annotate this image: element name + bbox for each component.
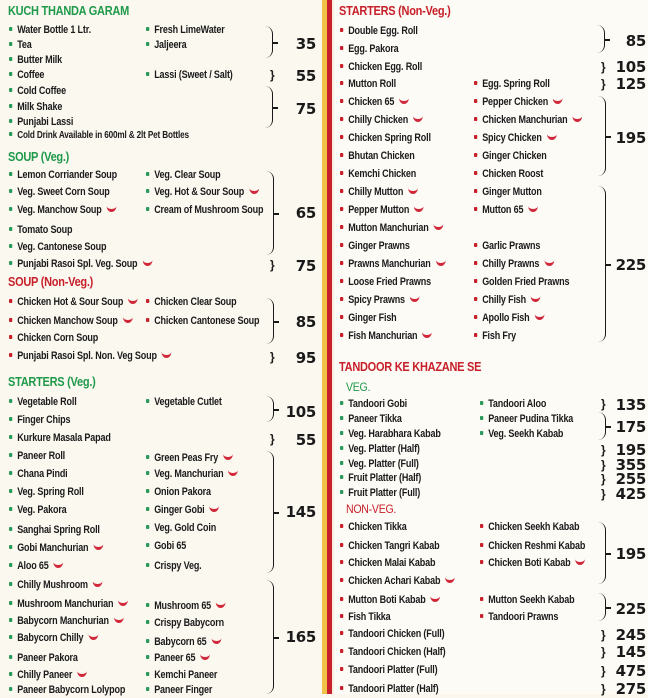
price-brace-small: } [601,397,606,411]
menu-item: Fish Fry [474,330,516,342]
menu-item: Tea [9,39,32,51]
chili-icon [228,468,238,476]
menu-item: Tandoori Platter (Full) [340,664,437,676]
column-divider-highlight [332,0,334,694]
section-title-soup-nonveg: SOUP (Non-Veg.) [8,275,94,289]
price: 75 [295,100,316,118]
menu-item: Veg. Platter (Full) [340,458,419,470]
menu-item: Loose Fried Prawns [340,276,431,288]
menu-item: Chicken Seekh Kabab [480,521,579,533]
menu-item: Mushroom Manchurian [9,598,128,610]
menu-item: Sanghai Spring Roll [9,524,100,536]
price: 105 [285,403,316,421]
price: 225 [615,256,646,274]
price-brace [266,580,274,694]
price-brace [598,412,606,440]
price-brace-small: } [601,60,606,74]
chili-icon [128,296,138,304]
menu-item: Veg. Manchow Soup [9,204,116,216]
price-brace [266,171,274,255]
price: 55 [295,431,316,449]
menu-item: Kemchi Chicken [340,168,416,180]
menu-item: Pepper Mutton [340,204,424,216]
menu-item: Fish Tikka [340,611,391,623]
chili-icon [430,594,440,602]
price-brace-small: } [601,472,606,486]
menu-item: Milk Shake [9,101,62,113]
menu-item: Lassi (Sweet / Salt) [146,69,233,81]
menu-item: Ginger Mutton [474,186,542,198]
price-brace [265,26,273,58]
chili-icon [88,632,98,640]
menu-item: Chilly Chicken [340,114,423,126]
menu-item: Tomato Soup [9,224,72,236]
chili-icon [445,575,455,583]
menu-item: Chicken Cantonese Soup [146,315,259,327]
chili-icon [200,652,210,660]
menu-item: Chilly Paneer [9,669,87,681]
menu-item: Veg. Spring Roll [9,486,84,498]
menu-item: Chicken Corn Soup [9,332,98,344]
price: 355 [615,456,646,474]
menu-item: Chicken Hot & Sour Soup [9,296,138,308]
price-brace-small: } [270,350,275,364]
price-brace-small: } [601,458,606,472]
menu-item: Tandoori Prawns [480,611,558,623]
chili-icon [553,96,563,104]
chili-icon [114,615,124,623]
menu-item: Chicken Tikka [340,521,407,533]
price: 135 [615,396,646,414]
chili-icon [399,96,409,104]
chili-icon [118,598,128,606]
menu-item: Paneer 65 [146,652,210,664]
menu-item: Paneer Roll [9,450,65,462]
menu-item: Vegetable Cutlet [146,396,222,408]
menu-item: Mutton Manchurian [340,222,443,234]
menu-item: Veg. Platter (Half) [340,443,420,455]
chili-icon [93,579,103,587]
menu-item: Babycorn Manchurian [9,615,124,627]
menu-item: Fruit Platter (Full) [340,487,420,499]
menu-item: Cream of Mushroom Soup [146,204,263,216]
menu-item: Mutton Roll [340,78,396,90]
menu-item: Kurkure Masala Papad [9,432,111,444]
menu-item: Veg. Clear Soup [146,169,220,181]
menu-item: Chicken Reshmi Kabab [480,540,585,552]
chili-icon [572,114,582,122]
menu-item: Mutton 65 [474,204,538,216]
menu-item: Ginger Prawns [340,240,410,252]
menu-item: Double Egg. Roll [340,25,418,37]
menu-item: Paneer Tikka [340,413,402,425]
menu-item: Punjabi Rasoi Spl. Non. Veg Soup [9,350,172,362]
menu-item: Tandoori Gobi [340,398,407,410]
menu-item: Babycorn Chilly [9,632,98,644]
menu-item: Spicy Chicken [474,132,556,144]
price: 35 [295,35,316,53]
menu-item: Paneer Finger [146,684,212,696]
menu-item: Ginger Gobi [146,504,219,516]
price-brace [598,186,606,342]
subsection-nonveg-label: NON-VEG. [346,502,397,516]
chili-icon [77,669,87,677]
menu-item: Chicken 65 [340,96,409,108]
chili-icon [413,114,423,122]
section-title-starters-nonveg: STARTERS (Non-Veg.) [339,4,451,18]
price: 65 [295,204,316,222]
chili-icon [422,330,432,338]
menu-item: Aloo 65 [9,560,63,572]
chili-icon [93,542,103,550]
chili-icon [211,636,221,644]
menu-item: Tandoori Chicken (Full) [340,628,444,640]
price: 95 [295,349,316,367]
chili-icon [544,258,554,266]
section-title-thanda-garam: KUCH THANDA GARAM [8,4,129,18]
price-brace [266,396,274,422]
menu-item: Chicken Egg. Roll [340,61,422,73]
menu-item: Chicken Spring Roll [340,132,431,144]
menu-item: Tandoori Aloo [480,398,546,410]
price-brace [597,25,605,53]
price-brace-small: } [601,628,606,642]
chili-icon [223,452,233,460]
menu-item: Tandoori Platter (Half) [340,683,438,695]
price-brace [598,96,606,176]
menu-item: Egg. Pakora [340,43,399,55]
section-title-tandoor: TANDOOR KE KHAZANE SE [339,360,482,374]
menu-item: Veg. Pakora [9,504,67,516]
price-brace-small: } [270,432,275,446]
chili-icon [209,504,219,512]
menu-item: Water Bottle 1 Ltr. [9,24,91,36]
chili-icon [436,258,446,266]
menu-item: Chicken Roost [474,168,543,180]
chili-icon [123,315,133,323]
price-brace-small: } [601,645,606,659]
menu-item: Ginger Fish [340,312,397,324]
menu-item: Apollo Fish [474,312,544,324]
menu-item: Paneer Pakora [9,652,78,664]
menu-item: Gobi Manchurian [9,542,103,554]
chili-icon [531,294,541,302]
menu-item: Veg. Hot & Sour Soup [146,186,259,198]
price: 75 [295,257,316,275]
menu-item: Fresh LimeWater [146,24,225,36]
price: 85 [625,32,646,50]
price: 195 [615,441,646,459]
menu-note: Cold Drink Available in 600ml & 2lt Pet Bottles [9,130,189,141]
subsection-veg-label: VEG. [346,380,371,394]
menu-item: Onion Pakora [146,486,211,498]
price: 145 [285,503,316,521]
menu-item: Punjabi Lassi [9,116,73,128]
menu-item: Finger Chips [9,414,70,426]
menu-item: Chicken Manchow Soup [9,315,132,327]
menu-item: Chicken Clear Soup [146,296,236,308]
chili-icon [410,294,420,302]
chili-icon [547,132,557,140]
price-brace-small: } [270,68,275,82]
price: 145 [615,643,646,661]
chili-icon [528,204,538,212]
menu-item: Lemon Corriander Soup [9,169,117,181]
price: 165 [285,628,316,646]
menu-item: Chilly Mutton [340,186,418,198]
menu-item: Paneer Pudina Tikka [480,413,573,425]
menu-item: Chicken Tangri Kabab [340,540,439,552]
menu-item: Babycorn 65 [146,636,221,648]
menu-item: Pepper Chicken [474,96,563,108]
price-brace [598,522,606,584]
menu-item: Butter Milk [9,54,62,66]
chili-icon [107,204,117,212]
section-title-soup-veg: SOUP (Veg.) [8,150,70,164]
menu-item: Prawns Manchurian [340,258,445,270]
price-brace [598,593,606,621]
menu-item: Veg. Manchurian [146,468,238,480]
menu-item: Crispy Babycorn [146,617,224,629]
price: 85 [295,313,316,331]
price-brace-small: } [270,258,275,272]
price-brace-small: } [601,443,606,457]
menu-item: Chicken Boti Kabab [480,557,585,569]
price: 125 [615,75,646,93]
menu-item: Veg. Harabhara Kabab [340,428,441,440]
menu-item: Chilly Mushroom [9,579,103,591]
menu-item: Fruit Platter (Half) [340,472,421,484]
menu-item: Chicken Achari Kabab [340,575,455,587]
menu-item: Egg. Spring Roll [474,78,550,90]
menu-item: Chicken Manchurian [474,114,582,126]
price: 245 [615,626,646,644]
menu-item: Chana Pindi [9,468,68,480]
price: 195 [615,129,646,147]
price: 105 [615,58,646,76]
menu-item: Tandoori Chicken (Half) [340,646,445,658]
chili-icon [216,600,226,608]
chili-icon [534,312,544,320]
menu-item: Cold Coffee [9,85,66,97]
menu-item: Coffee [9,69,44,81]
price: 475 [615,662,646,680]
menu-item: Chilly Prawns [474,258,554,270]
chili-icon [408,186,418,194]
menu-item: Chilly Fish [474,294,541,306]
menu-item: Spicy Prawns [340,294,420,306]
chili-icon [54,560,64,568]
menu-item: Chicken Malai Kabab [340,557,435,569]
price-brace [265,86,273,128]
menu-item: Jaljeera [146,39,187,51]
price-brace [266,451,274,573]
price-brace-small: } [601,487,606,501]
chili-icon [434,222,444,230]
menu-item: Veg. Gold Coin [146,522,216,534]
menu-item: Green Peas Fry [146,452,233,464]
menu-item: Gobi 65 [146,540,186,552]
price-brace-small: } [601,664,606,678]
menu-item: Vegetable Roll [9,396,77,408]
menu-item: Veg. Cantonese Soup [9,241,106,253]
menu-item: Veg. Seekh Kabab [480,428,563,440]
price-brace-small: } [601,682,606,696]
price-brace-small: } [601,77,606,91]
menu-item: Golden Fried Prawns [474,276,569,288]
menu-item: Crispy Veg. [146,560,202,572]
menu-item: Bhutan Chicken [340,150,415,162]
price: 55 [295,67,316,85]
menu-item: Veg. Sweet Corn Soup [9,186,110,198]
price: 425 [615,485,646,503]
price-brace [266,298,274,344]
menu-item: Punjabi Rasoi Spl. Veg. Soup [9,258,152,270]
menu-item: Fish Manchurian [340,330,432,342]
chili-icon [142,258,152,266]
menu-item: Paneer Babycorn Lolypop [9,684,125,696]
chili-icon [162,350,172,358]
chili-icon [575,557,585,565]
menu-item: Ginger Chicken [474,150,547,162]
menu-item: Kemchi Paneer [146,669,217,681]
section-title-starters-veg: STARTERS (Veg.) [8,375,96,389]
price: 195 [615,545,646,563]
menu-item: Mutton Seekh Kabab [480,594,574,606]
chili-icon [249,186,259,194]
price: 255 [615,470,646,488]
price: 275 [615,680,646,698]
chili-icon [414,204,424,212]
menu-item: Mushroom 65 [146,600,226,612]
menu-item: Garlic Prawns [474,240,540,252]
price: 175 [615,418,646,436]
price: 225 [615,600,646,618]
menu-item: Mutton Boti Kabab [340,594,440,606]
